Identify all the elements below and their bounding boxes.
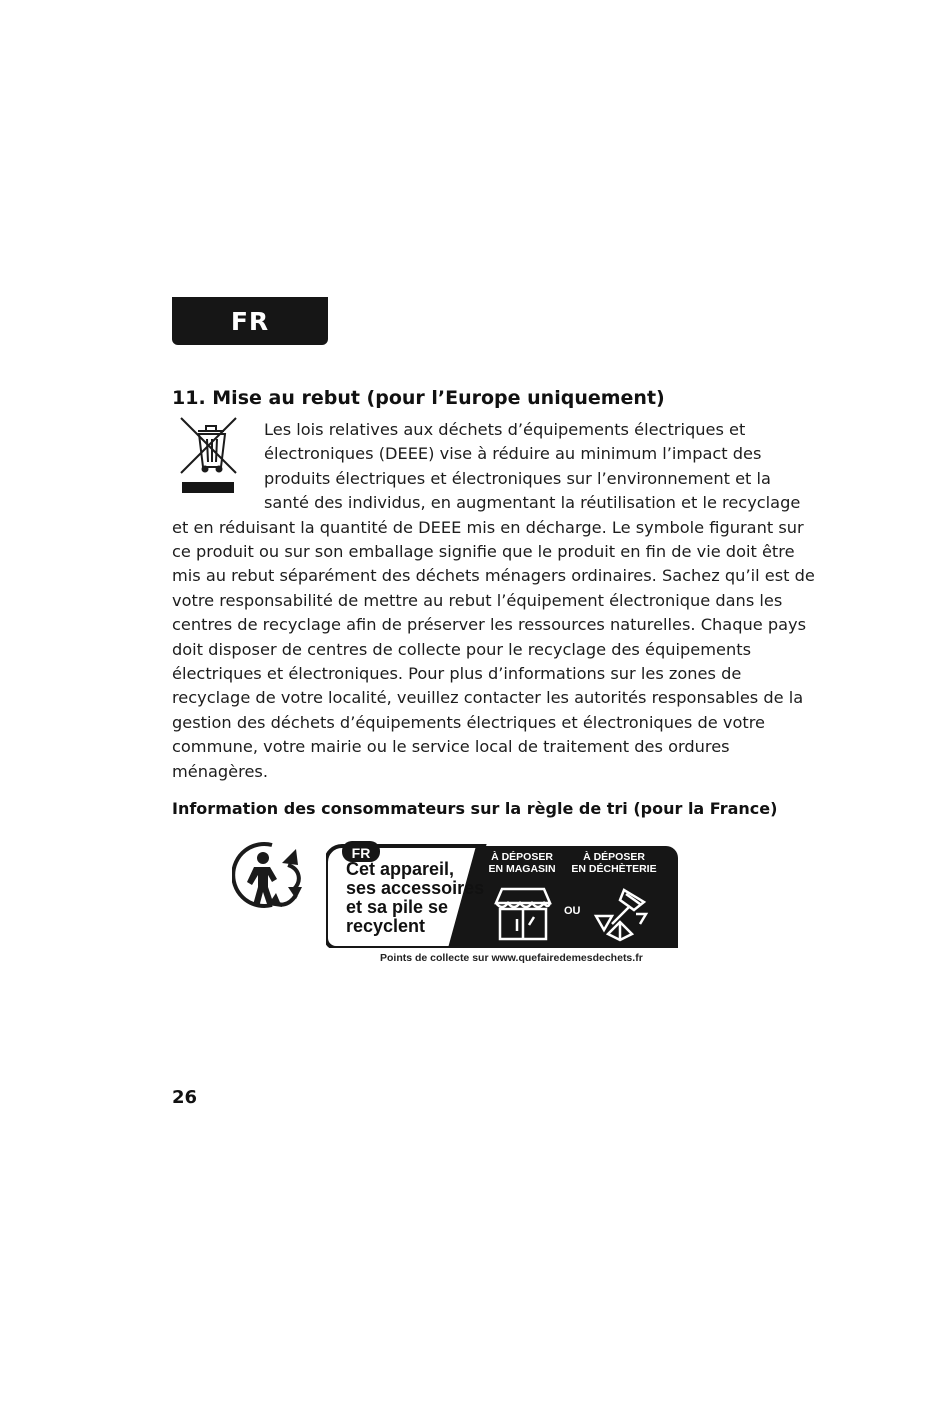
dump-drop-label bbox=[562, 851, 666, 875]
dump-drop-label-line: EN DÉCHÈTERIE bbox=[571, 863, 657, 875]
info-tri-graphic bbox=[326, 838, 682, 950]
recycle-statement-line: et sa pile se bbox=[346, 897, 449, 917]
paragraph-line: centres de recyclage afin de préserver les ressources naturelles. Chaque pays bbox=[172, 615, 807, 635]
recycle-statement-line: Cet appareil, bbox=[346, 859, 455, 879]
or-label: OU bbox=[564, 905, 581, 917]
paragraph-line: produits électriques et électroniques sur l’environnement et la bbox=[264, 468, 771, 488]
page-number: 26 bbox=[172, 1087, 198, 1108]
consumer-info-title: Information des consommateurs sur la règle de tri (pour la France) bbox=[172, 799, 778, 818]
paragraph-line: santé des individus, en augmentant la réutilisation et le recyclage bbox=[264, 493, 801, 513]
paragraph-line: gestion des déchets d’équipements électriques et électroniques de votre bbox=[172, 712, 765, 732]
store-drop-label bbox=[481, 851, 563, 875]
recycle-statement-line: recyclent bbox=[346, 916, 426, 936]
section-title: 11. Mise au rebut (pour l’Europe uniquement) bbox=[172, 387, 665, 409]
recycle-statement-line: ses accessoires bbox=[346, 878, 485, 898]
paragraph-line: ce produit ou sur son emballage signifie que le produit en fin de vie doit être bbox=[172, 542, 795, 562]
triman-logo-icon bbox=[232, 835, 318, 915]
paragraph-line: votre responsabilité de mettre au rebut l’équipement électronique dans les bbox=[172, 590, 783, 610]
paragraph-line: électroniques (DEEE) vise à réduire au minimum l’impact des bbox=[264, 444, 762, 464]
language-tab-label: FR bbox=[230, 306, 270, 336]
recycle-statement bbox=[346, 860, 484, 936]
language-tab bbox=[172, 297, 328, 345]
store-icon bbox=[492, 885, 554, 941]
store-drop-label-line: À DÉPOSER bbox=[491, 851, 553, 863]
paragraph-line: doit disposer de centres de collecte pour le recyclage des équipements bbox=[172, 639, 752, 659]
collection-points-note: Points de collecte sur www.quefairedemesdechets.fr bbox=[380, 952, 643, 964]
paragraph-line: Les lois relatives aux déchets d’équipements électriques et bbox=[264, 420, 746, 439]
paragraph-line: et en réduisant la quantité de DEEE mis en décharge. Le symbole figurant sur bbox=[172, 517, 804, 537]
disposal-paragraph bbox=[172, 418, 815, 784]
dump-drop-label-line: À DÉPOSER bbox=[583, 851, 645, 863]
paragraph-line: ménagères. bbox=[172, 761, 268, 781]
recycling-center-icon bbox=[590, 884, 650, 942]
paragraph-line: commune, votre mairie ou le service local de traitement des ordures bbox=[172, 737, 730, 757]
paragraph-line: mis au rebut séparément des déchets ménagers ordinaires. Sachez qu’il est de bbox=[172, 566, 815, 586]
paragraph-line: électriques et électroniques. Pour plus d’informations sur les zones de bbox=[172, 664, 742, 684]
store-drop-label-line: EN MAGASIN bbox=[488, 863, 556, 875]
fr-badge: FR bbox=[351, 844, 371, 861]
paragraph-line: recyclage de votre localité, veuillez contacter les autorités responsables de la bbox=[172, 688, 804, 708]
